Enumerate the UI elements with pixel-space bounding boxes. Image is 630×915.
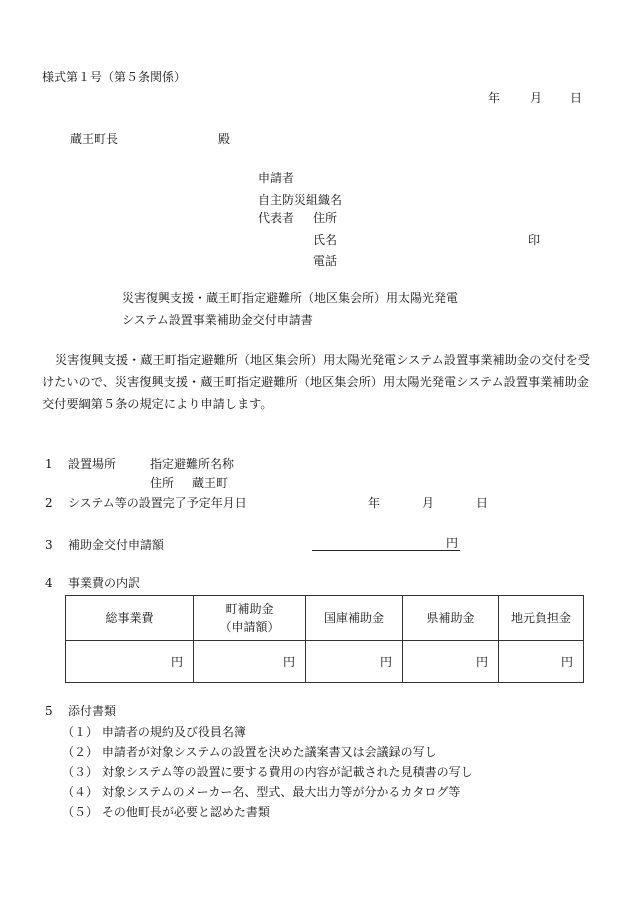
date-month-label: 月: [530, 91, 543, 105]
town-subsidy-cell[interactable]: 円: [194, 641, 306, 683]
addressee-honorific: 殿: [218, 132, 231, 146]
item4-label: 事業費の内訳: [68, 576, 141, 590]
completion-day-label: 日: [476, 496, 489, 510]
form-number: 様式第１号（第５条関係）: [42, 70, 187, 84]
item3-label: 補助金交付申請額: [68, 538, 165, 552]
item3-number: 3: [45, 538, 53, 552]
item2-label: システム等の設置完了予定年月日: [68, 496, 247, 510]
amount-unit: 円: [446, 536, 459, 550]
document-title-line2: システム設置事業補助金交付申請書: [122, 313, 313, 327]
document-title-line1: 災害復興支援・蔵王町指定避難所（地区集会所）用太陽光発電: [122, 291, 459, 305]
table-header-row: [66, 596, 584, 641]
applicant-phone-label: 電話: [313, 254, 338, 268]
completion-year-label: 年: [368, 496, 381, 510]
facility-address-label: 住所: [150, 476, 175, 490]
organization-name-label: 自主防災組織名: [258, 193, 343, 207]
header-town-subsidy-line2: （申請額）: [219, 620, 280, 634]
facility-address-value: 蔵王町: [192, 476, 229, 490]
application-statement: 災害復興支援・蔵王町指定避難所（地区集会所）用太陽光発電システム設置事業補助金の交付を受けたいので、災害復興支援・蔵王町指定避難所（地区集会所）用太陽光発電システム設置事業補助金交付要綱第５条の規定により申請します。: [42, 353, 591, 411]
representative-label: 代表者: [258, 211, 295, 225]
header-local-share: 地元負担金: [499, 596, 584, 641]
applicant-name-label: 氏名: [313, 233, 338, 247]
addressee-name: 蔵王町長: [70, 132, 119, 146]
completion-month-label: 月: [422, 496, 435, 510]
header-national-subsidy: 国庫補助金: [306, 596, 403, 641]
table-row: [66, 641, 584, 683]
date-day-label: 日: [570, 91, 583, 105]
header-total-cost: 総事業費: [66, 596, 194, 641]
item1-number: 1: [45, 457, 53, 471]
attachment-item: （１） 申請者の規約及び役員名簿: [62, 725, 246, 739]
item2-number: 2: [45, 496, 53, 510]
item4-number: 4: [45, 576, 53, 590]
header-town-subsidy: [194, 596, 306, 641]
total-cost-cell[interactable]: 円: [66, 641, 194, 683]
item1-label: 設置場所: [68, 457, 117, 471]
date-year-label: 年: [488, 91, 501, 105]
header-prefectural-subsidy: 県補助金: [403, 596, 499, 641]
seal-mark: 印: [528, 233, 541, 247]
header-town-subsidy-line1: 町補助金: [225, 602, 274, 616]
attachment-item: （２） 申請者が対象システムの設置を決めた議案書又は会議録の写し: [62, 745, 437, 759]
applicant-address-label: 住所: [313, 211, 338, 225]
item5-number: 5: [45, 704, 53, 718]
national-subsidy-cell[interactable]: 円: [306, 641, 403, 683]
prefectural-subsidy-cell[interactable]: 円: [403, 641, 499, 683]
amount-underline: [312, 550, 460, 551]
item5-label: 添付書類: [68, 704, 117, 718]
attachment-item: （４） 対象システムのメーカー名、型式、最大出力等が分かるカタログ等: [62, 785, 461, 799]
attachment-item: （３） 対象システム等の設置に要する費用の内容が記載された見積書の写し: [62, 765, 473, 779]
attachment-item: （５） その他町長が必要と認めた書類: [62, 805, 270, 819]
local-share-cell[interactable]: 円: [499, 641, 584, 683]
expense-breakdown-table: [65, 595, 584, 683]
facility-name-label: 指定避難所名称: [150, 457, 235, 471]
applicant-label: 申請者: [258, 171, 295, 185]
